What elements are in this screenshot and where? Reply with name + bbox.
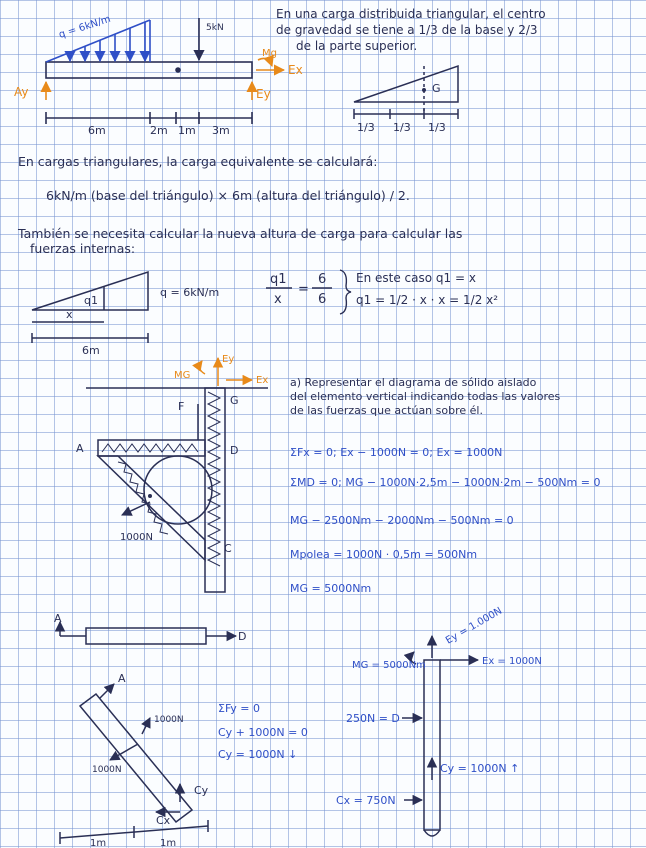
label-g: G (230, 394, 239, 407)
dim-2m: 2m (150, 124, 168, 137)
frame-diagram (86, 388, 268, 592)
para1-line: En cargas triangulares, la carga equivalente se calculará: (18, 154, 378, 169)
tri-x: x (66, 308, 73, 321)
third-1: 1/3 (357, 121, 375, 134)
intro-line-3: de la parte superior. (296, 39, 418, 53)
q1-result: q1 = 1/2 · x · x = 1/2 x² (356, 293, 499, 307)
diag-eq-1: ΣFy = 0 (218, 702, 260, 715)
tri-q: q = 6kN/m (160, 286, 220, 299)
frac-right-num: 6 (318, 272, 327, 287)
vert-ey: Ey = 1.000N (444, 605, 505, 647)
ex-label: Ex (288, 63, 303, 77)
beam (46, 62, 252, 78)
bar-a: A (54, 612, 62, 625)
label-c: C (224, 542, 232, 555)
equation-5: MG = 5000Nm (290, 582, 372, 595)
frame-ex: Ex (256, 375, 269, 386)
tri-q1: q1 (84, 294, 98, 307)
frac-right-den: 6 (318, 292, 327, 307)
bar-d: D (238, 630, 247, 643)
part-a-line-3: de las fuerzas que actúan sobre él. (290, 404, 483, 417)
centroid-triangle (354, 66, 458, 119)
label-a: A (76, 442, 84, 455)
vert-cy: Cy = 1000N ↑ (440, 762, 520, 775)
frac-left-den: x (274, 292, 282, 307)
equation-3: MG − 2500Nm − 2000Nm − 500Nm = 0 (290, 514, 514, 527)
frac-left-num: q1 (270, 272, 287, 287)
centroid-g-dot (422, 88, 426, 92)
frame-ey: Ey (222, 354, 235, 365)
vert-ex: Ex = 1000N (482, 656, 542, 667)
vert-mg: MG = 5000Nm (352, 660, 426, 671)
diag-eq-3: Cy = 1000N ↓ (218, 748, 298, 761)
vert-cx: Cx = 750N (336, 794, 396, 807)
equation-4: Mpolea = 1000N · 0,5m = 500Nm (290, 548, 478, 561)
diag-dim-1: 1m (90, 838, 107, 848)
load-label: q = 6kN/m (57, 13, 113, 41)
case-text: En este caso q1 = x (356, 271, 476, 285)
para1-formula: 6kN/m (base del triángulo) × 6m (altura del triángulo) / 2. (46, 188, 410, 203)
ey-label: Ey (256, 87, 271, 101)
para2-line-1: También se necesita calcular la nueva altura de carga para calcular las (18, 226, 463, 241)
label-d: D (230, 444, 239, 457)
frame-force: 1000N (120, 532, 153, 543)
dim-3m: 3m (212, 124, 230, 137)
part-a-line-2: del elemento vertical indicando todas las valores (290, 390, 561, 403)
diag-cx: Cx (156, 814, 171, 827)
frame-mg-arc (200, 361, 205, 374)
diag-f2: 1000N (92, 765, 122, 775)
third-3: 1/3 (428, 121, 446, 134)
diag-cy: Cy (194, 784, 209, 797)
dim-1m: 1m (178, 124, 196, 137)
frame-mg: MG (174, 370, 191, 381)
diag-f1: 1000N (154, 715, 184, 725)
svg-text:=: = (298, 282, 309, 297)
diag-dim-2: 1m (160, 838, 177, 848)
intro-line-2: de gravedad se tiene a 1/3 de la base y 2/3 (276, 23, 538, 37)
bar-diagram (60, 622, 236, 644)
rope-force-arrow (122, 502, 150, 515)
mg-label: Mg (262, 48, 277, 59)
vert-d: 250N = D (346, 712, 400, 725)
intro-line-1: En una carga distribuida triangular, el centro (276, 7, 546, 21)
part-a-line-1: a) Representar el diagrama de sólido aislado (290, 376, 537, 389)
dim-6m: 6m (88, 124, 106, 137)
label-f: F (178, 400, 185, 413)
centroid-dot (176, 68, 180, 72)
centroid-g-label: G (432, 82, 441, 95)
load-triangle (32, 272, 148, 343)
equation-2: ΣMD = 0; MG − 1000N·2,5m − 1000N·2m − 500Nm = 0 (290, 476, 601, 489)
mg-arc (258, 58, 272, 66)
para2-line-2: fuerzas internas: (30, 241, 136, 256)
third-2: 1/3 (393, 121, 411, 134)
diag-eq-2: Cy + 1000N = 0 (218, 726, 308, 739)
tri-base: 6m (82, 344, 100, 357)
point-load-label: 5kN (206, 23, 224, 33)
ay-label: Ay (14, 85, 29, 99)
diag-a: A (118, 672, 126, 685)
equation-1: ΣFx = 0; Ex − 1000N = 0; Ex = 1000N (290, 446, 503, 459)
diagonal-diagram (60, 684, 208, 844)
